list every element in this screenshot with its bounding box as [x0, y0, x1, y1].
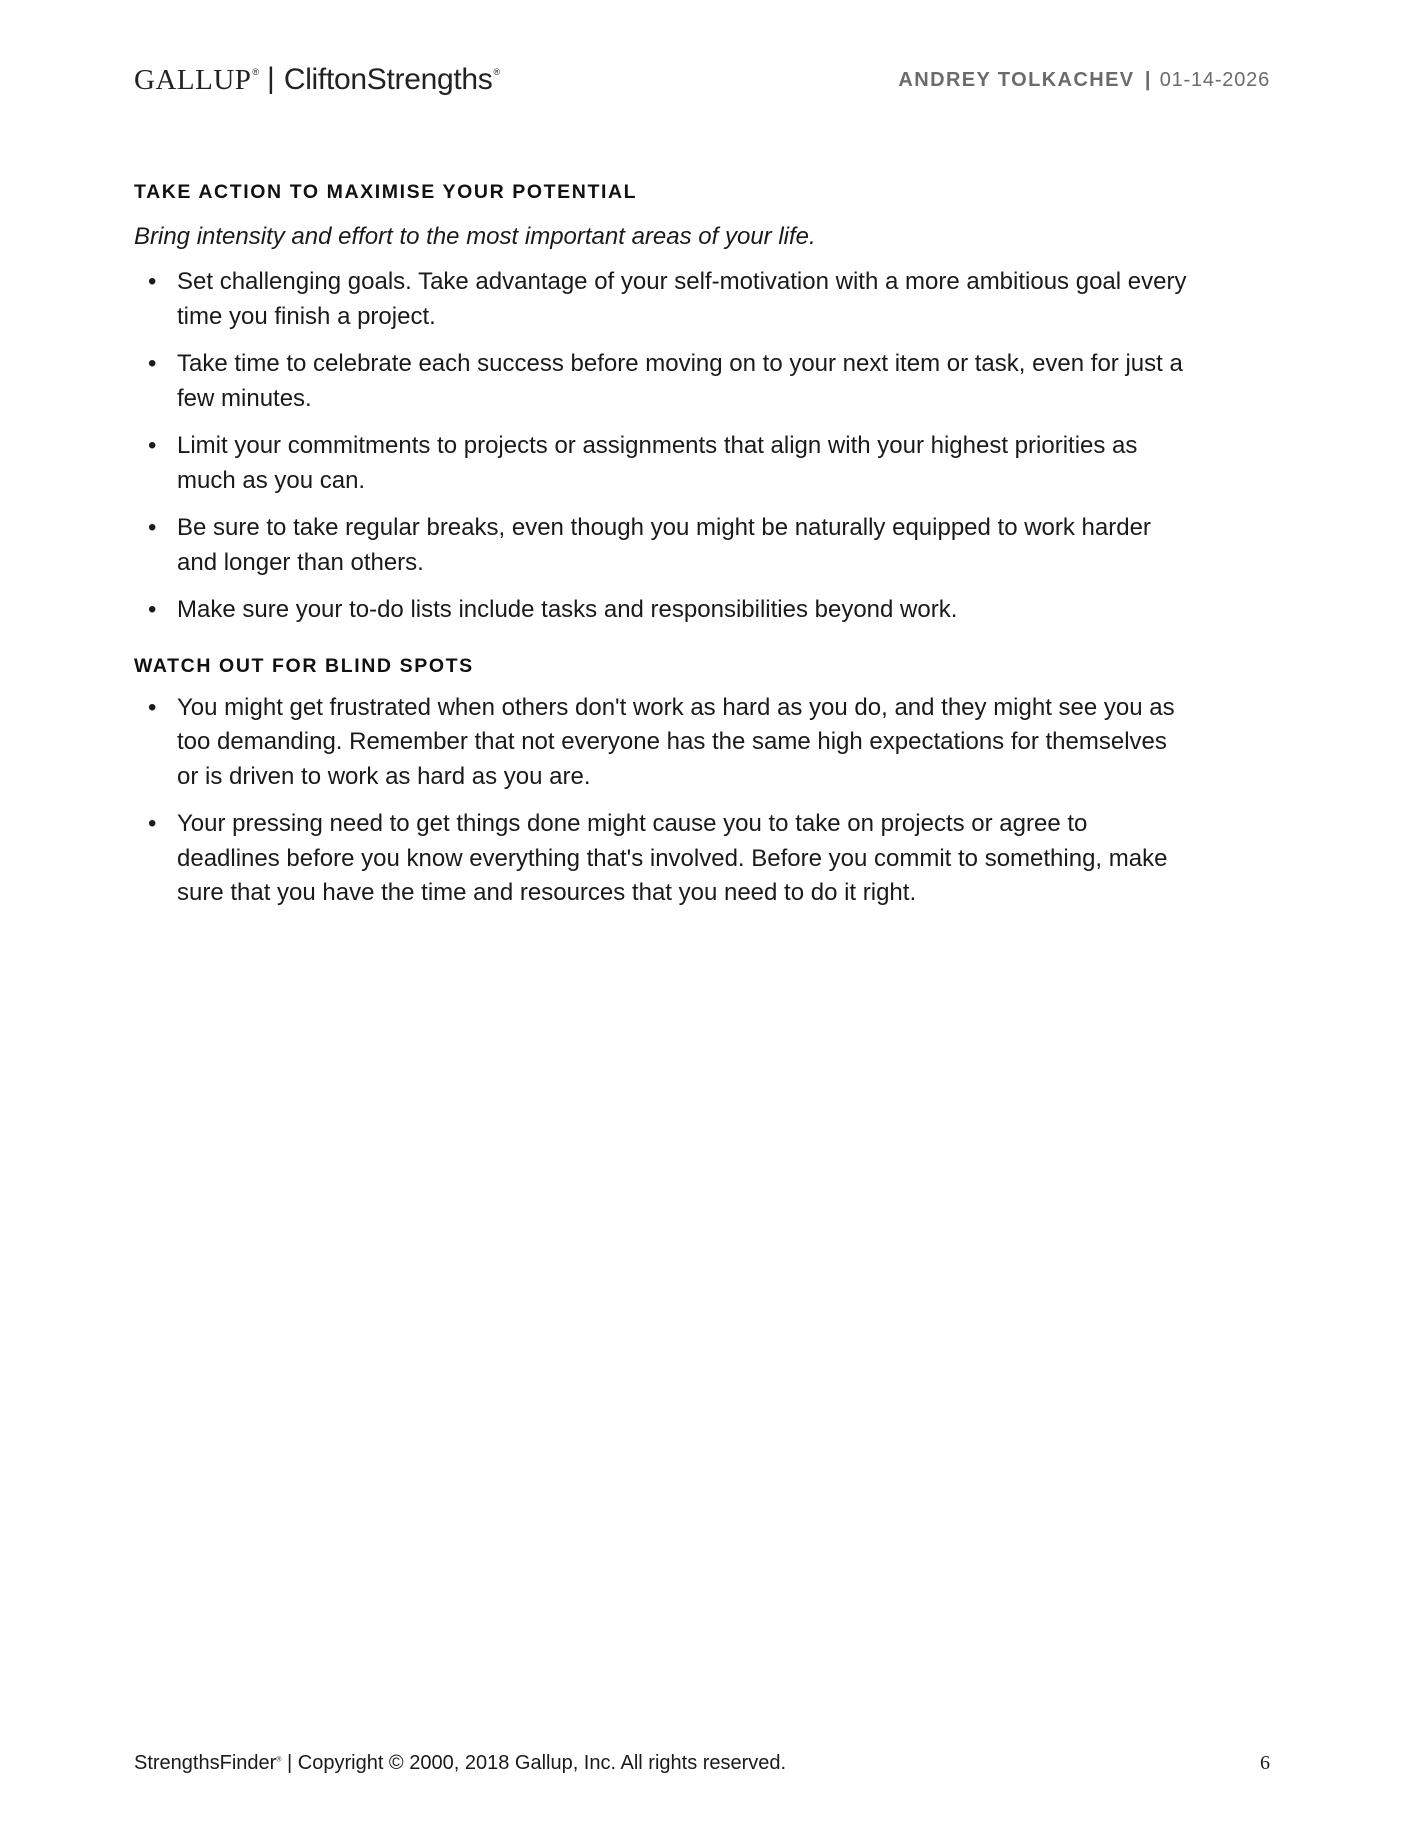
list-item-text: Take time to celebrate each success before moving on to your next item or task, even for just a few minutes.	[177, 350, 1183, 412]
page-number: 6	[1260, 1752, 1270, 1774]
list-item-text: Make sure your to-do lists include tasks and responsibilities beyond work.	[177, 596, 958, 623]
registered-mark: ®	[252, 67, 260, 77]
report-date: 01-14-2026	[1159, 68, 1270, 91]
brand-logo	[134, 63, 500, 97]
section-subtitle: Bring intensity and effort to the most important areas of your life.	[134, 223, 816, 250]
list-item-text: Limit your commitments to projects or assignments that align with your highest priorities as much as you can.	[177, 432, 1138, 494]
report-owner	[898, 69, 1270, 92]
gallup-wordmark: GALLUP	[134, 63, 252, 96]
product-name: StrengthsFinder	[134, 1752, 277, 1774]
section-heading-blind-spots: WATCH OUT FOR BLIND SPOTS	[134, 654, 474, 677]
blind-spots-list	[134, 691, 1194, 911]
product-registered-mark: ®	[276, 1756, 282, 1764]
list-item-text: Set challenging goals. Take advantage of your self-motivation with a more ambitious goal every time you finish a project.	[177, 268, 1187, 330]
list-item	[134, 807, 1194, 911]
list-item-text: You might get frustrated when others don't work as hard as you do, and they might see you as too demanding. Remember that not everyone has the same high expectations for themselves or is driven to work as hard as you are.	[177, 693, 1175, 790]
bullet-icon: •	[148, 432, 157, 459]
copyright-text: | Copyright © 2000, 2018 Gallup, Inc. All rights reserved.	[287, 1752, 787, 1774]
list-item	[134, 347, 1194, 416]
list-item	[134, 691, 1194, 795]
page-footer	[134, 1752, 1270, 1775]
cliftonstrengths-wordmark: CliftonStrengths	[283, 63, 493, 96]
section-heading-take-action: TAKE ACTION TO MAXIMISE YOUR POTENTIAL	[134, 181, 638, 203]
bullet-icon: •	[148, 268, 157, 295]
list-item	[134, 511, 1194, 580]
list-item	[134, 593, 1194, 628]
bullet-icon: •	[148, 810, 157, 837]
header-separator: |	[1144, 68, 1152, 91]
brand-separator: |	[267, 62, 275, 95]
bullet-icon: •	[148, 693, 157, 721]
bullet-icon: •	[148, 596, 157, 623]
list-item	[134, 265, 1194, 334]
list-item	[134, 429, 1194, 498]
user-name: ANDREY TOLKACHEV	[898, 68, 1135, 91]
page-header	[134, 62, 1270, 98]
list-item-text: Be sure to take regular breaks, even though you might be naturally equipped to work harder and longer than others.	[177, 514, 1151, 576]
bullet-icon: •	[148, 514, 157, 541]
bullet-icon: •	[148, 350, 157, 377]
page-content	[134, 180, 1194, 911]
list-item-text: Your pressing need to get things done might cause you to take on projects or agree to deadlines before you know everything that's involved. Before you commit to something, make sure that you have the time and resources that you need to do it right.	[177, 810, 1168, 906]
take-action-list	[134, 265, 1194, 628]
copyright-notice	[134, 1752, 786, 1775]
registered-mark-2: ®	[493, 67, 501, 77]
